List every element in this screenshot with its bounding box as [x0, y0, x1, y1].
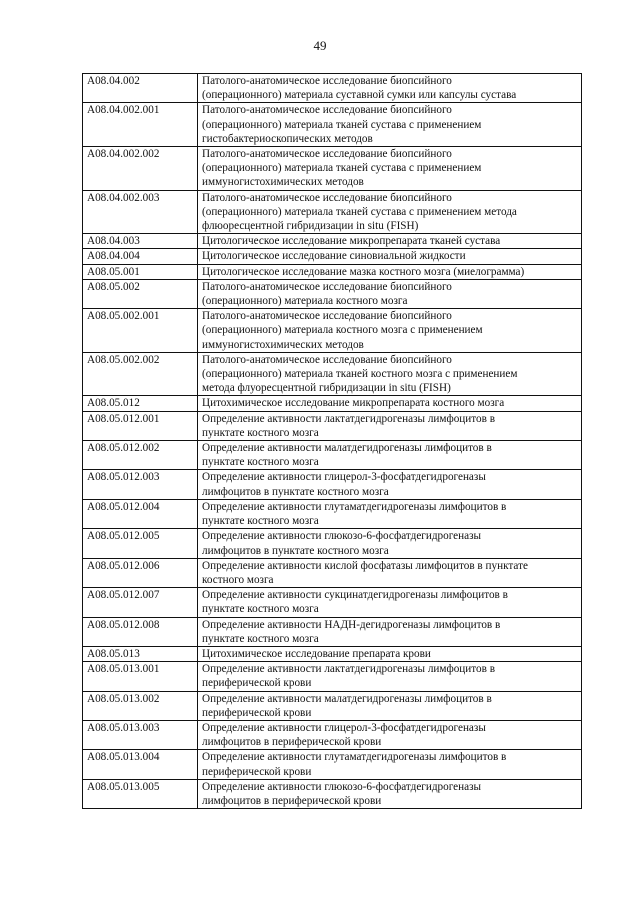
table-body [83, 74, 582, 809]
description-line: Определение активности малатдегидрогеназы лимфоцитов в [202, 442, 492, 455]
service-code: A08.05.012.008 [83, 617, 198, 646]
description-line: пунктате костного мозга [202, 426, 319, 439]
service-description [198, 617, 582, 646]
description-line: гистобактериоскопических методов [202, 132, 373, 145]
table-row [83, 441, 582, 470]
table-row [83, 147, 582, 191]
service-description [198, 352, 582, 396]
description-line: Патолого-анатомическое исследование биопсийного [202, 191, 452, 204]
table-row [83, 662, 582, 691]
description-line: (операционного) материала костного мозга [202, 295, 408, 308]
description-line: Определение активности глюкозо-6-фосфатдегидрогеназы [202, 780, 482, 793]
service-code: A08.05.012.006 [83, 558, 198, 587]
description-line: лимфоцитов в периферической крови [202, 794, 382, 807]
description-line: (операционного) материала суставной сумки или капсулы сустава [202, 89, 517, 102]
service-code: A08.04.002.001 [83, 103, 198, 147]
service-description [198, 234, 582, 249]
description-line: Определение активности кислой фосфатазы лимфоцитов в пунктате [202, 559, 528, 572]
description-line: Патолого-анатомическое исследование биопсийного [202, 310, 452, 323]
description-line: Определение активности глутаматдегидрогеназы лимфоцитов в [202, 751, 507, 764]
description-line: периферической крови [202, 706, 312, 719]
service-description [198, 147, 582, 191]
table-row [83, 646, 582, 661]
service-description [198, 190, 582, 234]
description-line: лимфоцитов в пунктате костного мозга [202, 485, 389, 498]
service-description [198, 441, 582, 470]
service-code: A08.05.012.007 [83, 588, 198, 617]
description-line: Патолого-анатомическое исследование биопсийного [202, 280, 452, 293]
table-row [83, 103, 582, 147]
description-line: (операционного) материала тканей сустава с применением [202, 162, 482, 175]
service-description [198, 529, 582, 558]
table-row [83, 279, 582, 308]
description-line: пунктате костного мозга [202, 632, 319, 645]
service-description [198, 103, 582, 147]
service-code: A08.04.002.003 [83, 190, 198, 234]
service-description [198, 74, 582, 103]
description-line: периферической крови [202, 765, 312, 778]
table-row [83, 234, 582, 249]
service-code: A08.05.013.005 [83, 779, 198, 808]
table-row [83, 499, 582, 528]
service-description [198, 558, 582, 587]
description-line: Определение активности сукцинатдегидрогеназы лимфоцитов в [202, 589, 508, 602]
description-line: Патолого-анатомическое исследование биопсийного [202, 75, 452, 87]
description-line: иммуногистохимических методов [202, 176, 364, 189]
table-row [83, 720, 582, 749]
service-code: A08.05.012 [83, 396, 198, 411]
description-line: Определение активности глюкозо-6-фосфатдегидрогеназы [202, 530, 482, 543]
description-line: Определение активности лактатдегидрогеназы лимфоцитов в [202, 663, 495, 676]
service-description [198, 662, 582, 691]
service-code: A08.05.002 [83, 279, 198, 308]
description-line: периферической крови [202, 677, 312, 690]
description-line: Определение активности глицерол-3-фосфатдегидрогеназы [202, 721, 486, 734]
description-line: Цитологическое исследование мазка костного мозга (миелограмма) [202, 265, 525, 278]
service-code: A08.05.013.004 [83, 750, 198, 779]
description-line: Цитологическое исследование синовиальной жидкости [202, 250, 466, 263]
service-code: A08.05.002.002 [83, 352, 198, 396]
service-code: A08.05.013 [83, 646, 198, 661]
table-row [83, 264, 582, 279]
description-line: метода флуоресцентной гибридизации in situ (FISH) [202, 382, 451, 395]
table-row [83, 309, 582, 353]
service-code: A08.05.013.002 [83, 691, 198, 720]
table-row [83, 691, 582, 720]
description-line: Цитохимическое исследование препарата крови [202, 647, 431, 660]
table-row [83, 396, 582, 411]
description-line: Определение активности НАДН-дегидрогеназы лимфоцитов в [202, 618, 501, 631]
description-line: костного мозга [202, 573, 274, 586]
service-code: A08.04.004 [83, 249, 198, 264]
service-description [198, 779, 582, 808]
description-line: Определение активности лактатдегидрогеназы лимфоцитов в [202, 412, 495, 425]
table-row [83, 617, 582, 646]
service-code: A08.05.012.003 [83, 470, 198, 499]
service-description [198, 646, 582, 661]
service-code: A08.05.013.003 [83, 720, 198, 749]
service-code: A08.04.002 [83, 74, 198, 103]
table-row [83, 190, 582, 234]
service-description [198, 396, 582, 411]
table-row [83, 750, 582, 779]
description-line: Цитохимическое исследование микропрепарата костного мозга [202, 397, 505, 410]
service-code: A08.05.012.002 [83, 441, 198, 470]
table-row [83, 558, 582, 587]
description-line: Цитологическое исследование микропрепарата тканей сустава [202, 235, 501, 248]
table-row [83, 529, 582, 558]
service-description [198, 499, 582, 528]
service-code: A08.05.013.001 [83, 662, 198, 691]
service-description [198, 411, 582, 440]
service-description [198, 691, 582, 720]
service-code: A08.04.002.002 [83, 147, 198, 191]
service-code: A08.05.012.005 [83, 529, 198, 558]
description-line: пунктате костного мозга [202, 515, 319, 528]
description-line: (операционного) материала тканей сустава с применением [202, 118, 482, 131]
description-line: (операционного) материала тканей костного мозга с применением [202, 368, 518, 381]
description-line: лимфоцитов в пунктате костного мозга [202, 544, 389, 557]
description-line: Патолого-анатомическое исследование биопсийного [202, 353, 452, 366]
description-line: Определение активности глицерол-3-фосфатдегидрогеназы [202, 471, 486, 484]
service-description [198, 264, 582, 279]
description-line: лимфоцитов в периферической крови [202, 736, 382, 749]
table-row [83, 779, 582, 808]
table-row [83, 470, 582, 499]
description-line: (операционного) материала костного мозга с применением [202, 324, 483, 337]
service-code: A08.05.002.001 [83, 309, 198, 353]
description-line: Определение активности малатдегидрогеназы лимфоцитов в [202, 692, 492, 705]
service-description [198, 249, 582, 264]
table-row [83, 352, 582, 396]
description-line: пунктате костного мозга [202, 603, 319, 616]
description-line: Определение активности глутаматдегидрогеназы лимфоцитов в [202, 500, 507, 513]
service-description [198, 750, 582, 779]
description-line: иммуногистохимических методов [202, 338, 364, 351]
table-row [83, 588, 582, 617]
description-line: Патолого-анатомическое исследование биопсийного [202, 104, 452, 117]
table-row [83, 411, 582, 440]
service-code: A08.05.012.001 [83, 411, 198, 440]
service-code: A08.05.012.004 [83, 499, 198, 528]
description-line: Патолого-анатомическое исследование биопсийного [202, 148, 452, 161]
service-description [198, 279, 582, 308]
description-line: пунктате костного мозга [202, 456, 319, 469]
service-code: A08.05.001 [83, 264, 198, 279]
table-row [83, 249, 582, 264]
service-description [198, 470, 582, 499]
description-line: (операционного) материала тканей сустава с применением метода [202, 205, 517, 218]
page-number: 49 [313, 38, 327, 53]
service-description [198, 588, 582, 617]
service-description [198, 309, 582, 353]
service-description [198, 720, 582, 749]
service-code: A08.04.003 [83, 234, 198, 249]
services-table [82, 73, 582, 809]
table-row [83, 74, 582, 103]
description-line: флюоресцентной гибридизации in situ (FISH) [202, 220, 419, 233]
